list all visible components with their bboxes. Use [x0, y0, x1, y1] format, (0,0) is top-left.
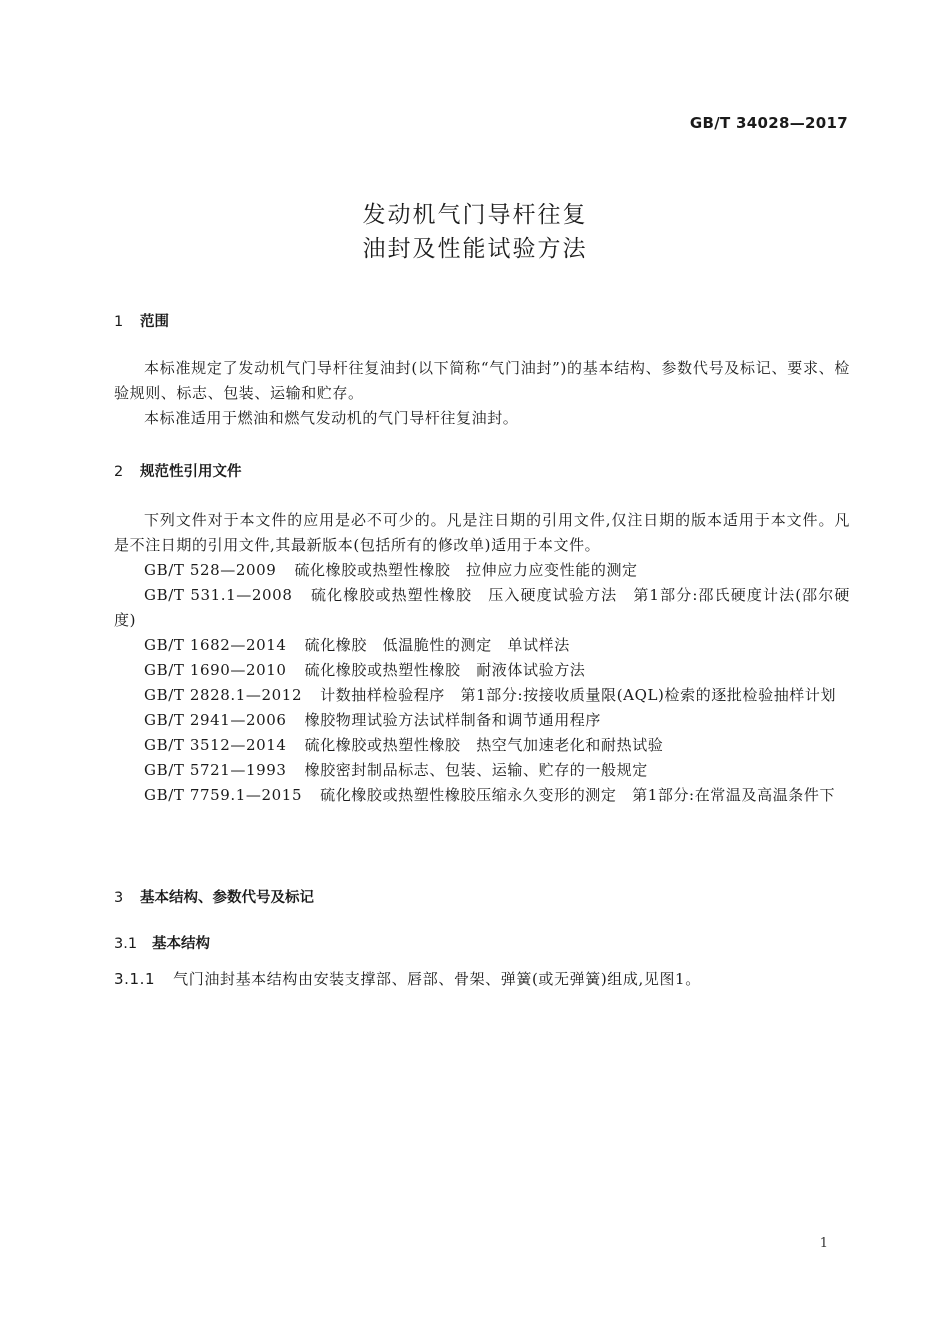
section-1-heading: [114, 310, 169, 331]
paragraph: 本标准适用于燃油和燃气发动机的气门导杆往复油封。: [144, 409, 519, 427]
section-title: 范围: [140, 314, 169, 330]
reference-item: [114, 683, 850, 708]
reference-name: 硫化橡胶或热塑性橡胶 拉伸应力应变性能的测定: [294, 561, 638, 579]
reference-code: GB/T 7759.1—2015: [144, 786, 303, 804]
reference-name: 硫化橡胶或热塑性橡胶压缩永久变形的测定 第1部分:在常温及高温条件下: [320, 786, 836, 804]
reference-item: [114, 708, 850, 733]
page-number: 1: [819, 1236, 828, 1251]
reference-item: [114, 633, 850, 658]
reference-item: [114, 658, 850, 683]
reference-code: GB/T 531.1—2008: [144, 586, 293, 604]
reference-name: 硫化橡胶或热塑性橡胶 压入硬度试验方法 第1部分:邵氏硬度计法(邵尔硬度): [114, 586, 850, 629]
reference-item: [114, 733, 850, 758]
standard-code: GB/T 34028—2017: [689, 114, 848, 132]
section-number: 1: [114, 314, 124, 330]
reference-code: GB/T 2828.1—2012: [144, 686, 303, 704]
paragraph: 下列文件对于本文件的应用是必不可少的。凡是注日期的引用文件,仅注日期的版本适用于本文件。凡是不注日期的引用文件,其最新版本(包括所有的修改单)适用于本文件。: [114, 511, 850, 554]
reference-code: GB/T 3512—2014: [144, 736, 287, 754]
section-title: 规范性引用文件: [140, 464, 242, 480]
document-title-line-1: 发动机气门导杆往复: [362, 202, 588, 228]
clause-text: 气门油封基本结构由安装支撑部、唇部、骨架、弹簧(或无弹簧)组成,见图1。: [173, 970, 701, 988]
section-2-body: [114, 508, 850, 808]
reference-item: [114, 583, 850, 633]
reference-item: [114, 558, 850, 583]
reference-code: GB/T 1690—2010: [144, 661, 287, 679]
section-number: 3: [114, 890, 124, 906]
reference-code: GB/T 528—2009: [144, 561, 277, 579]
paragraph: 本标准规定了发动机气门导杆往复油封(以下简称“气门油封”)的基本结构、参数代号及标记、要求、检验规则、标志、包装、运输和贮存。: [114, 359, 850, 402]
reference-name: 橡胶物理试验方法试样制备和调节通用程序: [304, 711, 601, 729]
section-title: 基本结构、参数代号及标记: [140, 890, 314, 906]
reference-name: 橡胶密封制品标志、包装、运输、贮存的一般规定: [304, 761, 648, 779]
section-1-body: [114, 356, 850, 431]
clause-3-1-1: [114, 968, 701, 989]
subsection-title: 基本结构: [152, 936, 210, 952]
section-2-heading: [114, 460, 242, 481]
document-title-line-2: 油封及性能试验方法: [362, 236, 588, 262]
reference-item: [114, 783, 850, 808]
subsection-number: 3.1: [114, 936, 138, 952]
reference-name: 硫化橡胶 低温脆性的测定 单试样法: [304, 636, 570, 654]
clause-number: 3.1.1: [114, 970, 156, 988]
section-number: 2: [114, 464, 124, 480]
reference-name: 硫化橡胶或热塑性橡胶 耐液体试验方法: [304, 661, 586, 679]
reference-name: 计数抽样检验程序 第1部分:按接收质量限(AQL)检索的逐批检验抽样计划: [320, 686, 837, 704]
reference-code: GB/T 5721—1993: [144, 761, 287, 779]
reference-code: GB/T 1682—2014: [144, 636, 287, 654]
section-3-heading: [114, 886, 314, 907]
reference-item: [114, 758, 850, 783]
subsection-3-1-heading: [114, 932, 210, 953]
reference-code: GB/T 2941—2006: [144, 711, 287, 729]
reference-name: 硫化橡胶或热塑性橡胶 热空气加速老化和耐热试验: [304, 736, 664, 754]
